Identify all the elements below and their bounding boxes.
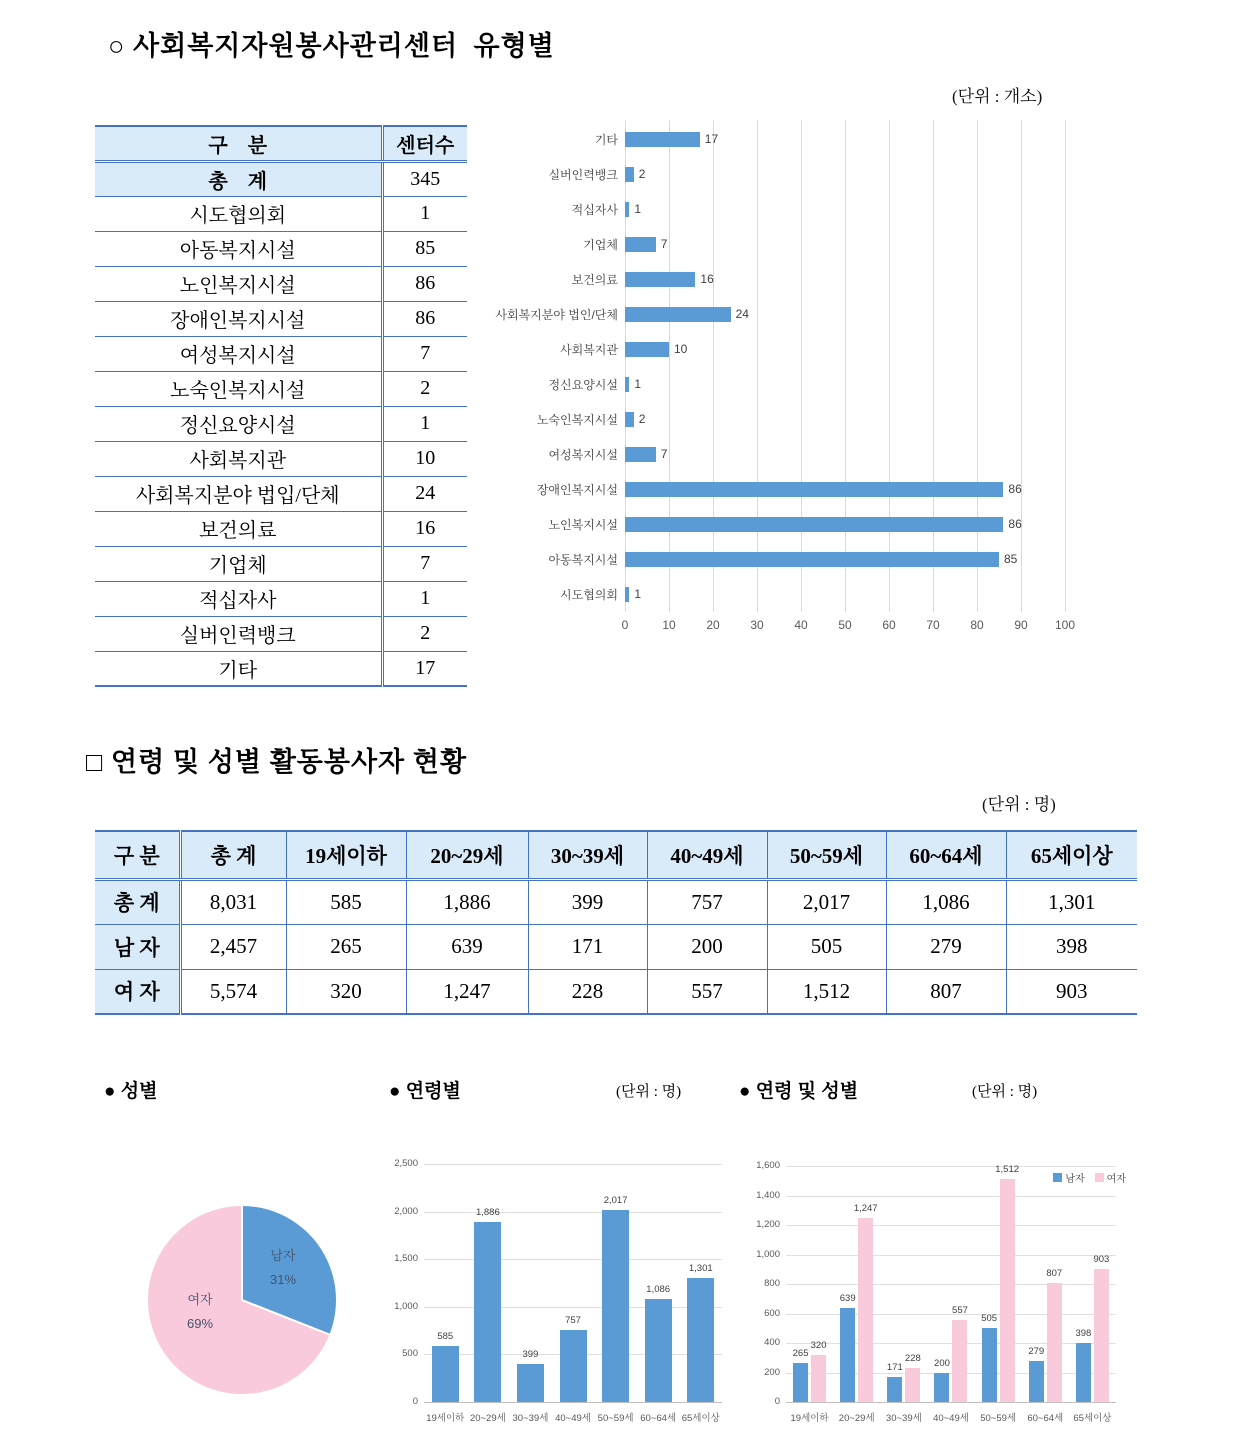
category-cell: 노숙인복지시설 xyxy=(95,371,382,406)
section2-title: □ 연령 및 성별 활동봉사자 현황 xyxy=(86,747,468,777)
value-cell: 2 xyxy=(382,371,467,406)
bar-group xyxy=(786,1166,833,1402)
bar xyxy=(1028,1345,1045,1402)
bar xyxy=(625,412,634,427)
bar xyxy=(995,1163,1020,1402)
value-cell: 24 xyxy=(382,476,467,511)
value-cell: 505 xyxy=(767,924,886,969)
bar xyxy=(625,167,634,182)
axis-tick-label: 200 xyxy=(764,1366,780,1378)
age-bar-chart xyxy=(388,1150,728,1442)
value-label: 1,301 xyxy=(688,1263,713,1275)
category-cell: 정신요양시설 xyxy=(95,406,382,441)
bar xyxy=(810,1339,827,1402)
bar xyxy=(625,202,629,217)
value-label: 1 xyxy=(634,377,642,391)
value-label: 807 xyxy=(1046,1267,1063,1279)
value-label: 7 xyxy=(660,447,668,461)
age-chart-heading: ● 연령별 xyxy=(389,1081,461,1102)
slice-label-line: 여자 xyxy=(187,1292,213,1307)
category-label: 시도협의회 xyxy=(560,588,618,602)
axis-tick-label: 500 xyxy=(402,1348,418,1360)
axis-tick-label: 40 xyxy=(794,618,808,632)
value-label: 228 xyxy=(904,1353,921,1365)
bar-track xyxy=(625,237,1065,252)
value-cell: 2,457 xyxy=(180,924,286,969)
value-label: 24 xyxy=(735,307,749,321)
bar xyxy=(645,1283,672,1402)
value-label: 557 xyxy=(952,1304,968,1316)
bar xyxy=(952,1304,968,1402)
row-header-cell: 총 계 xyxy=(95,879,180,924)
axis-tick-label: 30 xyxy=(750,618,764,632)
column-header: 구 분 xyxy=(95,831,180,879)
bar-track xyxy=(625,377,1065,392)
table-row xyxy=(95,581,467,616)
category-label: 60~64세 xyxy=(640,1413,677,1424)
value-cell: 903 xyxy=(1006,969,1137,1014)
value-cell: 639 xyxy=(406,924,528,969)
bar xyxy=(1075,1328,1092,1402)
axis-tick-label: 2,000 xyxy=(394,1205,418,1217)
bar-track xyxy=(625,272,1065,287)
axis-tick-label: 2,500 xyxy=(394,1158,418,1169)
bar xyxy=(904,1353,921,1402)
table-row xyxy=(95,546,467,581)
slice-label-line: 남자 xyxy=(270,1248,296,1263)
category-cell: 여성복지시설 xyxy=(95,336,382,371)
bar xyxy=(625,447,656,462)
bar-row xyxy=(488,192,1104,227)
bar-row xyxy=(488,157,1104,192)
value-label: 86 xyxy=(1008,517,1022,531)
bar-track xyxy=(625,202,1065,217)
table-row xyxy=(95,924,1137,969)
value-cell: 1,086 xyxy=(886,879,1006,924)
value-cell: 1 xyxy=(382,406,467,441)
slice-label-line: 31% xyxy=(269,1272,297,1287)
value-label: 2,017 xyxy=(603,1194,628,1206)
value-cell: 265 xyxy=(286,924,406,969)
table-row xyxy=(95,879,1137,924)
value-label: 1,247 xyxy=(853,1203,878,1215)
category-cell: 시도협의회 xyxy=(95,196,382,231)
center-type-table xyxy=(95,125,467,687)
bar-track xyxy=(625,412,1065,427)
category-label: 아동복지시설 xyxy=(548,553,618,567)
category-label: 노숙인복지시설 xyxy=(536,413,618,427)
axis-tick-label: 1,200 xyxy=(756,1219,780,1230)
column-header: 30~39세 xyxy=(528,831,647,879)
axis-tick-label: 1,000 xyxy=(394,1300,418,1312)
category-label: 보건의료 xyxy=(571,273,618,287)
value-cell: 7 xyxy=(382,336,467,371)
category-label: 20~29세 xyxy=(469,1413,506,1424)
value-label: 200 xyxy=(934,1357,950,1369)
legend-item xyxy=(1095,1170,1126,1185)
axis-tick-label: 20 xyxy=(706,618,720,632)
value-label: 279 xyxy=(1028,1345,1045,1357)
bar xyxy=(1093,1253,1110,1402)
value-label: 265 xyxy=(792,1347,809,1359)
center-type-table-header xyxy=(95,126,467,161)
bars xyxy=(424,1164,722,1402)
category-cell: 보건의료 xyxy=(95,511,382,546)
bar-group xyxy=(467,1164,510,1402)
axis-tick-label: 70 xyxy=(926,618,940,632)
bar xyxy=(474,1207,501,1402)
value-label: 1,086 xyxy=(646,1283,671,1295)
value-label: 399 xyxy=(522,1349,539,1361)
center-type-bar-chart xyxy=(488,120,1104,660)
x-axis-labels xyxy=(424,1410,722,1424)
column-header: 19세이하 xyxy=(286,831,406,879)
bar xyxy=(602,1194,629,1402)
gender-pie-chart xyxy=(148,1206,336,1394)
value-cell: 345 xyxy=(382,161,467,196)
value-cell: 228 xyxy=(528,969,647,1014)
slice-label xyxy=(253,1244,313,1292)
bar-row xyxy=(488,437,1104,472)
bar-group xyxy=(1069,1166,1116,1402)
section1-unit-label: (단위 : 개소) xyxy=(952,87,1043,106)
row-header-cell: 남 자 xyxy=(95,924,180,969)
bar xyxy=(625,517,1003,532)
legend-label: 남자 xyxy=(1065,1174,1085,1185)
axis-tick-label: 0 xyxy=(412,1396,418,1407)
value-cell: 85 xyxy=(382,231,467,266)
value-cell: 86 xyxy=(382,266,467,301)
bar xyxy=(981,1312,998,1402)
axis-tick-label: 1,400 xyxy=(756,1189,780,1201)
bar-group xyxy=(424,1164,467,1402)
value-cell: 557 xyxy=(647,969,767,1014)
value-cell: 1,512 xyxy=(767,969,886,1014)
value-label: 85 xyxy=(1004,552,1018,566)
bar-group xyxy=(1022,1166,1069,1402)
table-row xyxy=(95,301,467,336)
bar-group xyxy=(927,1166,974,1402)
axis-tick-label: 100 xyxy=(1054,618,1076,632)
bar-row xyxy=(488,472,1104,507)
category-label: 기업체 xyxy=(583,238,618,252)
value-label: 10 xyxy=(674,342,688,356)
bar xyxy=(839,1292,856,1402)
value-label: 1,886 xyxy=(475,1207,500,1219)
legend-swatch xyxy=(1095,1173,1104,1182)
value-cell: 757 xyxy=(647,879,767,924)
table-row xyxy=(95,266,467,301)
value-label: 757 xyxy=(565,1314,581,1326)
bar-group xyxy=(880,1166,927,1402)
age-gender-chart-unit-label: (단위 : 명) xyxy=(972,1084,1038,1100)
category-cell: 실버인력뱅크 xyxy=(95,616,382,651)
value-cell: 585 xyxy=(286,879,406,924)
axis-tick-label: 800 xyxy=(764,1278,780,1289)
axis-tick-label: 60 xyxy=(882,618,896,632)
value-cell: 2 xyxy=(382,616,467,651)
bar xyxy=(625,237,656,252)
slice-label xyxy=(170,1288,230,1336)
value-cell: 1,301 xyxy=(1006,879,1137,924)
axis-tick-label: 50 xyxy=(838,618,852,632)
bar xyxy=(625,132,700,147)
bar-row xyxy=(488,297,1104,332)
category-cell: 기업체 xyxy=(95,546,382,581)
category-label: 기타 xyxy=(594,133,618,147)
category-label: 정신요양시설 xyxy=(548,378,618,392)
age-gender-table xyxy=(95,830,1137,1015)
bar-track xyxy=(625,482,1065,497)
bar-group xyxy=(637,1164,680,1402)
column-header: 센터수 xyxy=(382,126,467,161)
bar-row xyxy=(488,542,1104,577)
bar xyxy=(886,1361,903,1402)
bar xyxy=(625,307,731,322)
bar-group xyxy=(975,1163,1022,1402)
value-label: 2 xyxy=(638,167,646,181)
gender-chart-heading: ● 성별 xyxy=(104,1081,158,1102)
bar-group xyxy=(679,1164,722,1402)
value-label: 1 xyxy=(634,202,642,216)
bar-track xyxy=(625,587,1065,602)
value-label: 86 xyxy=(1008,482,1022,496)
category-label: 60~64세 xyxy=(1027,1413,1064,1424)
category-cell: 적십자사 xyxy=(95,581,382,616)
value-label: 171 xyxy=(886,1361,903,1373)
value-cell: 399 xyxy=(528,879,647,924)
table-row xyxy=(95,231,467,266)
value-cell: 279 xyxy=(886,924,1006,969)
legend-swatch xyxy=(1053,1173,1062,1182)
bar-track xyxy=(625,517,1065,532)
value-label: 16 xyxy=(700,272,714,286)
value-label: 2 xyxy=(638,412,646,426)
category-label: 19세이하 xyxy=(790,1413,829,1424)
section2-unit-label: (단위 : 명) xyxy=(982,795,1056,814)
value-cell: 1 xyxy=(382,196,467,231)
value-cell: 320 xyxy=(286,969,406,1014)
bar-row xyxy=(488,367,1104,402)
category-label: 40~49세 xyxy=(933,1413,969,1424)
category-cell: 기타 xyxy=(95,651,382,686)
bar xyxy=(853,1203,878,1402)
bar xyxy=(625,552,999,567)
value-label: 320 xyxy=(810,1339,827,1351)
row-header-cell: 여 자 xyxy=(95,969,180,1014)
x-axis-labels xyxy=(786,1410,1116,1424)
axis-tick-label: 0 xyxy=(774,1396,780,1407)
table-row xyxy=(95,126,467,161)
axis-tick-label: 400 xyxy=(764,1337,780,1348)
bar xyxy=(934,1357,950,1403)
category-cell: 노인복지시설 xyxy=(95,266,382,301)
table-row xyxy=(95,831,1137,879)
axis-tick-label: 1,000 xyxy=(756,1248,780,1260)
table-row xyxy=(95,651,467,686)
category-cell: 아동복지시설 xyxy=(95,231,382,266)
slice-separator xyxy=(242,1299,330,1335)
category-label: 적십자사 xyxy=(571,203,618,217)
category-label: 사회복지관 xyxy=(560,343,618,357)
table-row xyxy=(95,441,467,476)
value-label: 639 xyxy=(839,1292,856,1304)
bar xyxy=(687,1263,714,1402)
axis-tick-label: 1,600 xyxy=(756,1160,780,1171)
table-row xyxy=(95,406,467,441)
value-cell: 398 xyxy=(1006,924,1137,969)
bar xyxy=(625,482,1003,497)
table-row xyxy=(95,161,467,196)
value-cell: 16 xyxy=(382,511,467,546)
bar-track xyxy=(625,552,1065,567)
plot-area xyxy=(424,1164,722,1403)
value-cell: 1,886 xyxy=(406,879,528,924)
value-cell: 8,031 xyxy=(180,879,286,924)
bars xyxy=(786,1163,1116,1402)
bar-track xyxy=(625,167,1065,182)
table-row xyxy=(95,196,467,231)
bar xyxy=(625,587,629,602)
table-row xyxy=(95,371,467,406)
value-cell: 17 xyxy=(382,651,467,686)
bar-group xyxy=(509,1164,552,1402)
value-cell: 7 xyxy=(382,546,467,581)
bar-track xyxy=(625,342,1065,357)
category-cell: 장애인복지시설 xyxy=(95,301,382,336)
column-header: 60~64세 xyxy=(886,831,1006,879)
value-label: 505 xyxy=(981,1312,998,1324)
center-type-table-body xyxy=(95,161,467,686)
value-label: 903 xyxy=(1093,1253,1110,1265)
age-gender-chart-heading: ● 연령 및 성별 xyxy=(739,1081,859,1102)
value-label: 17 xyxy=(704,132,719,146)
bar xyxy=(625,342,669,357)
bar-track xyxy=(625,307,1065,322)
column-header: 총 계 xyxy=(180,831,286,879)
bar xyxy=(625,272,695,287)
category-label: 20~29세 xyxy=(838,1413,875,1424)
column-header: 구 분 xyxy=(95,126,382,161)
plot-area xyxy=(786,1163,1116,1403)
category-label: 65세이상 xyxy=(1073,1413,1112,1424)
category-label: 50~59세 xyxy=(980,1413,1017,1424)
value-cell: 5,574 xyxy=(180,969,286,1014)
axis-tick-label: 80 xyxy=(970,618,984,632)
bar-track xyxy=(625,447,1065,462)
category-label: 30~39세 xyxy=(512,1413,549,1424)
x-axis xyxy=(621,618,1076,636)
table-row xyxy=(95,511,467,546)
category-label: 65세이상 xyxy=(681,1413,720,1424)
value-label: 7 xyxy=(660,237,668,251)
column-header: 50~59세 xyxy=(767,831,886,879)
category-label: 19세이하 xyxy=(426,1413,465,1424)
bar-track xyxy=(625,132,1065,147)
bar xyxy=(560,1314,587,1402)
category-label: 노인복지시설 xyxy=(548,518,618,532)
section1-title: ○ 사회복지자원봉사관리센터 유형별 xyxy=(108,31,555,61)
table-row xyxy=(95,616,467,651)
value-cell: 1 xyxy=(382,581,467,616)
category-label: 40~49세 xyxy=(555,1413,591,1424)
value-label: 398 xyxy=(1075,1328,1092,1340)
value-cell: 10 xyxy=(382,441,467,476)
bar-row xyxy=(488,122,1104,157)
category-cell: 사회복지분야 법입/단체 xyxy=(95,476,382,511)
bar-row xyxy=(488,332,1104,367)
value-label: 1,512 xyxy=(995,1163,1020,1175)
bar-group xyxy=(594,1164,637,1402)
value-cell: 1,247 xyxy=(406,969,528,1014)
bar xyxy=(517,1349,544,1402)
category-cell: 총 계 xyxy=(95,161,382,196)
axis-tick-label: 1,500 xyxy=(394,1253,418,1265)
age-gender-grouped-bar-chart xyxy=(738,1150,1140,1442)
axis-tick-label: 600 xyxy=(764,1307,780,1319)
bar-group xyxy=(552,1164,595,1402)
legend-label: 여자 xyxy=(1106,1174,1126,1185)
legend-item xyxy=(1053,1170,1084,1185)
bar-group xyxy=(833,1166,880,1402)
category-label: 50~59세 xyxy=(597,1413,634,1424)
value-cell: 200 xyxy=(647,924,767,969)
category-cell: 사회복지관 xyxy=(95,441,382,476)
bar-row xyxy=(488,402,1104,437)
value-label: 585 xyxy=(437,1331,454,1343)
age-gender-table-body xyxy=(95,879,1137,1014)
bar-row xyxy=(488,577,1104,612)
category-label: 여성복지시설 xyxy=(548,448,618,462)
legend xyxy=(1053,1170,1126,1185)
bar xyxy=(625,377,629,392)
value-cell: 171 xyxy=(528,924,647,969)
category-label: 30~39세 xyxy=(885,1413,922,1424)
age-chart-unit-label: (단위 : 명) xyxy=(616,1084,682,1100)
slice-separator xyxy=(241,1206,243,1300)
value-cell: 2,017 xyxy=(767,879,886,924)
slice-label-line: 69% xyxy=(186,1316,214,1331)
bar-row xyxy=(488,507,1104,542)
column-header: 65세이상 xyxy=(1006,831,1137,879)
axis-tick-label: 10 xyxy=(662,618,676,632)
bar xyxy=(792,1347,809,1402)
column-header: 40~49세 xyxy=(647,831,767,879)
category-label: 장애인복지시설 xyxy=(536,483,618,497)
category-label: 실버인력뱅크 xyxy=(548,168,618,182)
category-label: 사회복지분야 법인/단체 xyxy=(495,308,618,322)
bar-row xyxy=(488,262,1104,297)
axis-tick-label: 0 xyxy=(621,618,629,632)
value-cell: 807 xyxy=(886,969,1006,1014)
value-label: 1 xyxy=(634,587,642,601)
bar xyxy=(1046,1267,1063,1402)
table-row xyxy=(95,336,467,371)
bar xyxy=(432,1331,459,1402)
bar-row xyxy=(488,227,1104,262)
value-cell: 86 xyxy=(382,301,467,336)
column-header: 20~29세 xyxy=(406,831,528,879)
axis-tick-label: 90 xyxy=(1014,618,1028,632)
table-row xyxy=(95,969,1137,1014)
table-row xyxy=(95,476,467,511)
age-gender-table-header xyxy=(95,831,1137,879)
